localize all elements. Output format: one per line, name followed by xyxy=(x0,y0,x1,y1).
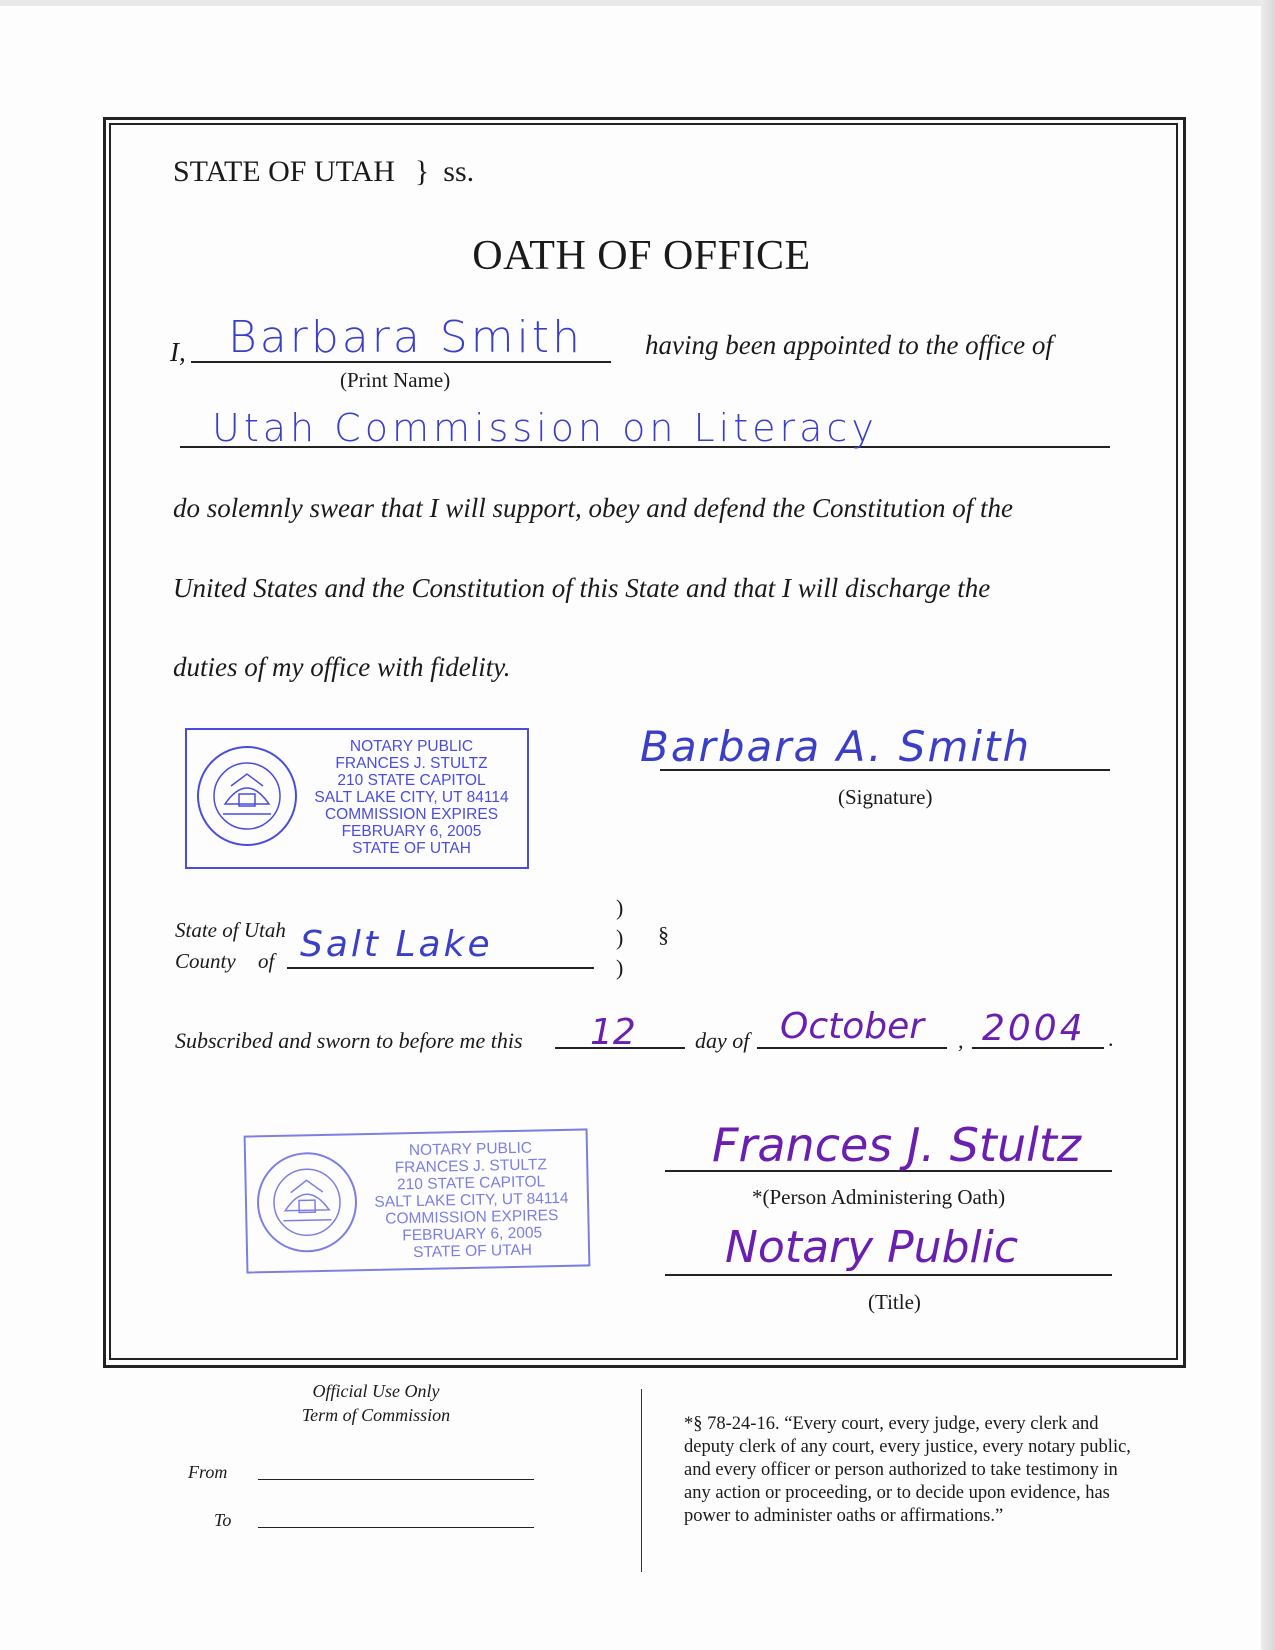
to-label: To xyxy=(214,1510,232,1530)
venue-of-label: of xyxy=(258,949,275,973)
county-handwriting: Salt Lake xyxy=(300,924,493,965)
day-handwriting: 12 xyxy=(590,1012,636,1053)
year-handwriting: 2004 xyxy=(982,1008,1086,1049)
title-caption: (Title) xyxy=(868,1290,921,1314)
year-comma: , xyxy=(958,1028,964,1053)
statute-footnote: *§ 78-24-16. “Every court, every judge, every clerk and deputy clerk of any court, every justice, every notary public, and every officer or person authorized to take testimony in any action or proceeding, or to decide upon evidence, has power to administer oaths or affirmations.” xyxy=(684,1414,1131,1526)
notary-stamp-bottom xyxy=(244,1128,591,1273)
state-venue-header xyxy=(173,155,474,189)
venue-brace: } xyxy=(414,155,430,188)
subscribed-prefix: Subscribed and sworn to before me this xyxy=(175,1028,523,1053)
document-title: OATH OF OFFICE xyxy=(472,233,811,279)
day-of-label: day of xyxy=(695,1028,750,1053)
notary-stamp-top xyxy=(185,728,529,869)
office-handwriting: Utah Commission on Literacy xyxy=(212,406,878,450)
oath-text-line-3: duties of my office with fidelity. xyxy=(173,652,511,682)
notary-stamp-text: NOTARY PUBLIC FRANCES J. STULTZ 210 STATE CAPITOL SALT LAKE CITY, UT 84114 COMMISSION EXPIRES FEBRUARY 6, 2005 STATE OF UTAH xyxy=(314,738,509,857)
month-handwriting: October xyxy=(780,1006,925,1047)
state-seal-icon xyxy=(254,1149,360,1255)
printed-name-handwriting: Barbara Smith xyxy=(228,312,583,363)
scan-top-edge xyxy=(0,0,1275,6)
administering-caption: *(Person Administering Oath) xyxy=(752,1185,1006,1209)
venue-county-label: County xyxy=(175,949,236,973)
administering-signature-handwriting: Frances J. Stultz xyxy=(712,1118,1082,1172)
signature-caption: (Signature) xyxy=(838,785,933,809)
to-line xyxy=(258,1527,534,1528)
appointed-text: having been appointed to the office of xyxy=(645,330,1053,360)
venue-state-label: State of Utah xyxy=(175,918,286,942)
notary-stamp-text: NOTARY PUBLIC FRANCES J. STULTZ 210 STATE CAPITOL SALT LAKE CITY, UT 84114 COMMISSION EXPIRES FEBRUARY 6, 2005 STATE OF UTAH xyxy=(374,1139,569,1262)
print-name-caption: (Print Name) xyxy=(340,368,451,392)
oath-prefix: I, xyxy=(170,337,186,367)
county-line xyxy=(287,967,594,969)
venue-parens: ) ) ) xyxy=(616,895,624,980)
month-line xyxy=(757,1047,947,1049)
official-use-heading: Official Use Only xyxy=(312,1381,440,1401)
from-label: From xyxy=(188,1462,228,1482)
ss-label: ss. xyxy=(443,155,475,188)
state-seal-icon xyxy=(195,744,299,848)
footer-divider xyxy=(641,1389,642,1572)
from-line xyxy=(258,1479,534,1480)
section-symbol: § xyxy=(658,922,669,947)
state-label: STATE OF UTAH xyxy=(173,155,395,188)
title-line xyxy=(665,1274,1112,1276)
oath-text-line-2: United States and the Constitution of this State and that I will discharge the xyxy=(173,573,991,603)
signature-handwriting: Barbara A. Smith xyxy=(640,722,1032,771)
oath-text-line-1: do solemnly swear that I will support, obey and defend the Constitution of the xyxy=(173,493,1013,523)
term-of-commission-heading: Term of Commission xyxy=(301,1405,451,1425)
year-period: . xyxy=(1108,1026,1114,1051)
title-handwriting: Notary Public xyxy=(725,1222,1019,1273)
